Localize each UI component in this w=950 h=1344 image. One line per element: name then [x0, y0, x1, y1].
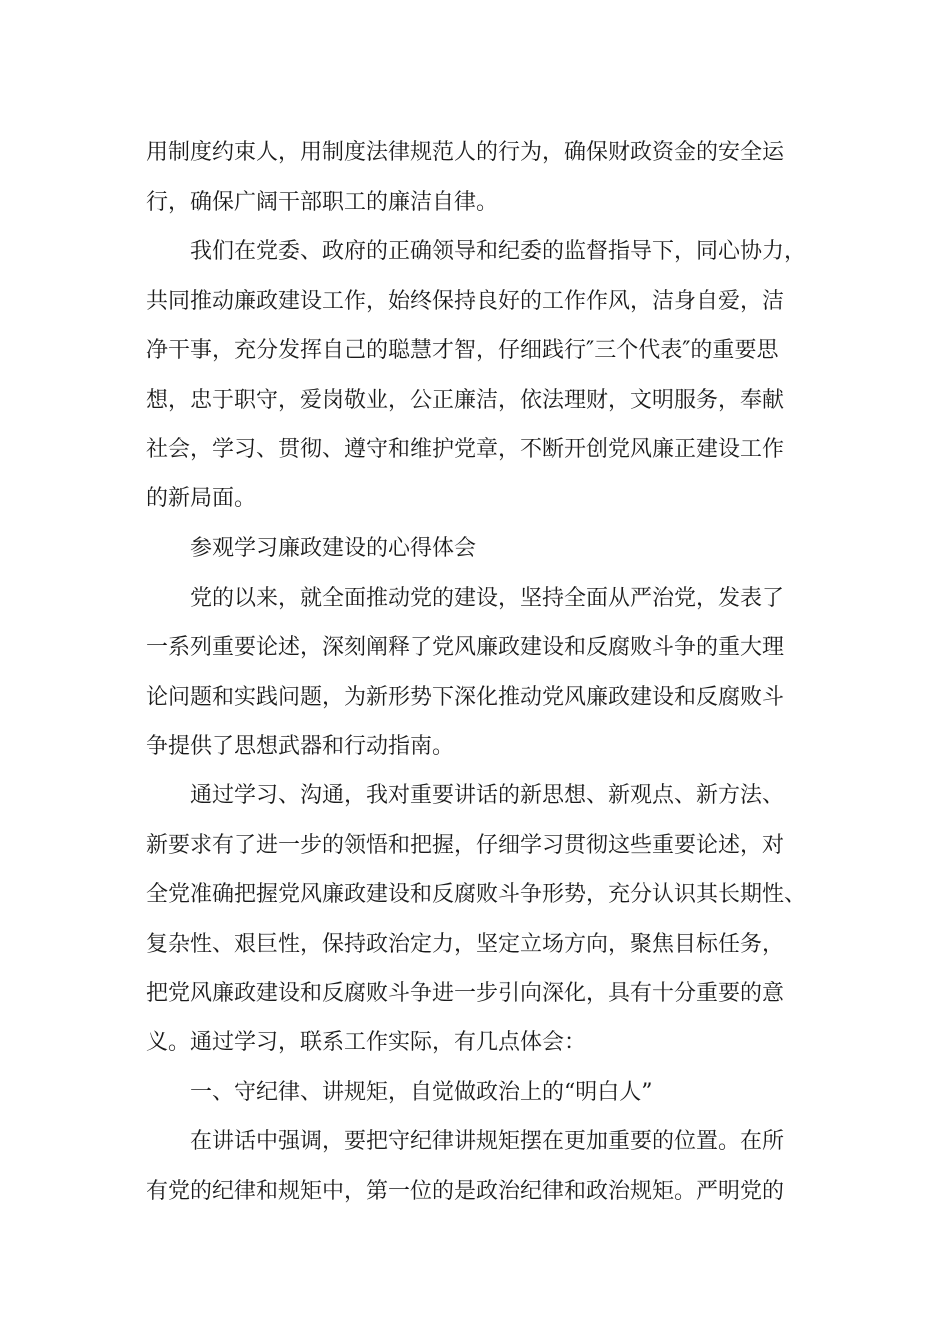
- text-line: 有党的纪律和规矩中，第一位的是政治纪律和政治规矩。严明党的: [146, 1179, 785, 1204]
- text-line: 想，忠于职守，爱岗敬业，公正廉洁，依法理财，文明服务，奉献: [146, 388, 785, 413]
- text-line: 义。通过学习，联系工作实际，有几点体会：: [146, 1030, 587, 1055]
- paragraph-start: 通过学习、沟通，我对重要讲话的新思想、新观点、新方法、: [190, 783, 785, 808]
- text-line: 的新局面。: [146, 486, 257, 511]
- section-heading: 一、守纪律、讲规矩，自觉做政治上的“明白人”: [190, 1080, 653, 1105]
- paragraph-start: 在讲话中强调，要把守纪律讲规矩摆在更加重要的位置。在所: [190, 1129, 785, 1154]
- section-heading: 参观学习廉政建设的心得体会: [190, 536, 477, 561]
- text-line: 复杂性、艰巨性，保持政治定力，坚定立场方向，聚焦目标任务，: [146, 932, 785, 957]
- text-line: 一系列重要论述，深刻阐释了党风廉政建设和反腐败斗争的重大理: [146, 635, 785, 660]
- paragraph-start: 我们在党委、政府的正确领导和纪委的监督指导下，同心协力，: [190, 239, 807, 264]
- text-line: 全党准确把握党风廉政建设和反腐败斗争形势，充分认识其长期性、: [146, 882, 807, 907]
- text-line: 新要求有了进一步的领悟和把握，仔细学习贯彻这些重要论述，对: [146, 833, 785, 858]
- text-line: 共同推动廉政建设工作，始终保持良好的工作作风，洁身自爱，洁: [146, 289, 785, 314]
- text-line: 把党风廉政建设和反腐败斗争进一步引向深化，具有十分重要的意: [146, 981, 785, 1006]
- text-line: 论问题和实践问题，为新形势下深化推动党风廉政建设和反腐败斗: [146, 685, 785, 710]
- text-line: 净干事，充分发挥自己的聪慧才智，仔细践行″三个代表″的重要思: [146, 338, 779, 363]
- text-line: 用制度约束人，用制度法律规范人的行为，确保财政资金的安全运: [146, 140, 785, 165]
- text-line: 行，确保广阔干部职工的廉洁自律。: [146, 190, 499, 215]
- text-line: 社会，学习、贯彻、遵守和维护党章，不断开创党风廉正建设工作: [146, 437, 785, 462]
- text-line: 争提供了思想武器和行动指南。: [146, 734, 455, 759]
- paragraph-start: 党的以来，就全面推动党的建设，坚持全面从严治党，发表了: [190, 586, 785, 611]
